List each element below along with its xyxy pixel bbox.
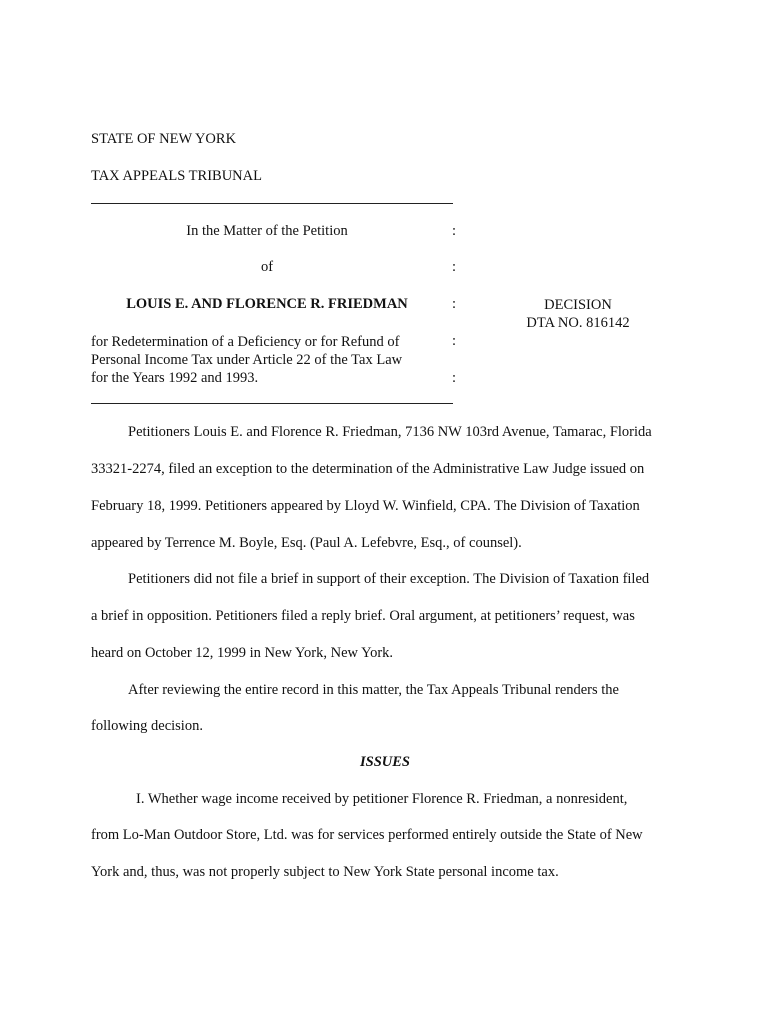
caption-colon: : [452, 223, 457, 239]
caption-colon: : [452, 333, 457, 349]
paragraph-line: heard on October 12, 1999 in New York, New York. [91, 645, 394, 661]
paragraph-line: appeared by Terrence M. Boyle, Esq. (Paul A. Lefebvre, Esq., of counsel). [91, 535, 522, 551]
decision-number: DTA NO. 816142 [526, 315, 630, 331]
paragraph-line: a brief in opposition. Petitioners filed a reply brief. Oral argument, at petitioners’ request, was [91, 608, 635, 624]
caption-colon: : [452, 370, 457, 386]
issue-line: I. Whether wage income received by petitioner Florence R. Friedman, a nonresident, [136, 791, 628, 807]
caption-purpose-line: for the Years 1992 and 1993. [91, 370, 259, 386]
caption-bottom-rule [91, 403, 453, 404]
caption-matter: In the Matter of the Petition [186, 223, 348, 239]
caption-purpose [91, 333, 402, 387]
state-heading: STATE OF NEW YORK [91, 131, 237, 147]
issue-line: from Lo-Man Outdoor Store, Ltd. was for services performed entirely outside the State of New [91, 827, 643, 843]
paragraph-line: 33321-2274, filed an exception to the determination of the Administrative Law Judge issued on [91, 461, 645, 477]
issue-line: York and, thus, was not properly subject to New York State personal income tax. [91, 864, 559, 880]
decision-block [510, 296, 646, 332]
paragraph-line: Petitioners did not file a brief in support of their exception. The Division of Taxation filed [128, 571, 650, 587]
issues-heading: ISSUES [360, 754, 410, 770]
caption-purpose-line: for Redetermination of a Deficiency or for Refund of [91, 334, 400, 350]
caption-colon: : [452, 259, 457, 275]
caption-petitioners: LOUIS E. AND FLORENCE R. FRIEDMAN [126, 296, 408, 312]
caption-purpose-line: Personal Income Tax under Article 22 of the Tax Law [91, 352, 403, 368]
paragraph-line: After reviewing the entire record in this matter, the Tax Appeals Tribunal renders the [128, 682, 619, 698]
decision-label: DECISION [544, 297, 612, 313]
caption-top-rule [91, 203, 453, 204]
paragraph-line: Petitioners Louis E. and Florence R. Friedman, 7136 NW 103rd Avenue, Tamarac, Florida [128, 424, 652, 440]
tribunal-heading: TAX APPEALS TRIBUNAL [91, 168, 262, 184]
paragraph-line: February 18, 1999. Petitioners appeared by Lloyd W. Winfield, CPA. The Division of Taxation [91, 498, 640, 514]
caption-colon: : [452, 296, 457, 312]
paragraph-line: following decision. [91, 718, 203, 734]
caption-of: of [260, 259, 274, 275]
